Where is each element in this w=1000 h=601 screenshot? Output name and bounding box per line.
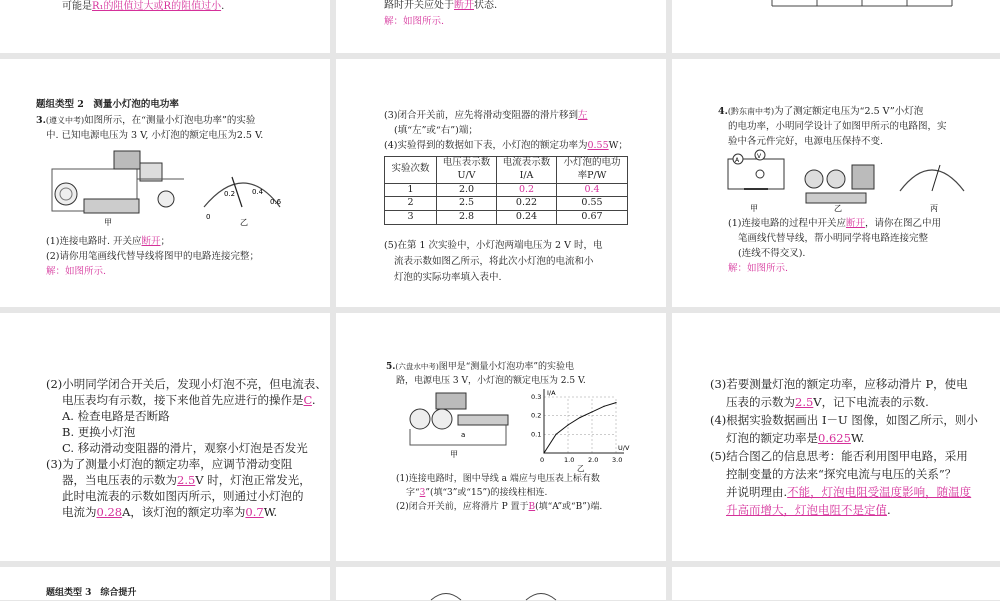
- svg-text:0.6: 0.6: [270, 198, 282, 206]
- x-tick-label: 2.0: [588, 456, 599, 464]
- part-3-line4: 电流为0.28A，该灯泡的额定功率为0.7W.: [62, 505, 278, 519]
- part-2-line1: (2)小明同学闭合开关后，发现小灯泡不亮，但电流表、: [46, 377, 327, 391]
- option-c: C. 移动滑动变阻器的滑片，观察小灯泡是否发光: [62, 441, 308, 455]
- answer-text: 升高而增大，灯泡电阻不是定值: [726, 503, 887, 517]
- table-header-cell: 电流表示数I/A: [497, 157, 557, 184]
- ammeter-dial: [204, 183, 280, 207]
- part-4: (4)实验得到的数据如下表，小灯泡的额定功率为0.55W；: [384, 140, 628, 151]
- part-4-line1: (4)根据实验数据画出 I－U 图像，如图乙所示，则小: [710, 413, 978, 427]
- svg-text:0.2: 0.2: [224, 190, 236, 198]
- cell-question-4: [672, 59, 1000, 307]
- cell-bottom-left: [0, 567, 330, 600]
- table-row: 1 2.0 0.2 0.4: [385, 183, 628, 197]
- cell-question-3: [0, 59, 330, 307]
- circuit-figure-4: [724, 151, 968, 215]
- cell-question-3-parts: [0, 313, 330, 561]
- table-header-row: [385, 157, 628, 184]
- part-1-line3: (连线不得交叉).: [738, 248, 806, 259]
- svg-text:0: 0: [206, 213, 211, 221]
- part-5-line2: 流表示数如图乙所示，将此次小灯泡的电流和小: [394, 256, 594, 267]
- part-1-line2: 笔画线代替导线，帮小明同学将电路连接完整: [738, 233, 929, 244]
- svg-text:0.4: 0.4: [252, 188, 264, 196]
- rheostat-icon: [84, 199, 139, 213]
- cell-question-5: [336, 313, 666, 561]
- answer-cell: 0.2: [497, 183, 557, 197]
- answer-text: 断开: [141, 236, 161, 247]
- part-2-line2: 电压表均有示数，接下来他首先应进行的操作是C.: [62, 393, 316, 407]
- part-3: (3)闭合开关前，应先将滑动变阻器的滑片移到左: [384, 110, 588, 121]
- meter-dials-fragment: [336, 567, 666, 600]
- answer-text: 3: [419, 488, 426, 498]
- svg-text:丙: 丙: [930, 204, 938, 213]
- svg-text:a: a: [461, 431, 466, 439]
- table-fragment: [672, 0, 1000, 20]
- data-point: [603, 406, 604, 407]
- answer-text: 0.625: [818, 431, 851, 445]
- data-point: [591, 411, 592, 412]
- part-5-line1: (5)在第 1 次实验中，小灯泡两端电压为 2 V 时，电: [384, 240, 603, 251]
- battery-icon: [114, 151, 140, 169]
- question-4-line1: 4.(黔东南中考)为了测定额定电压为“2.5 V”小灯泡: [718, 106, 924, 117]
- part-3-line1: (3)若要测量灯泡的额定功率，应移动滑片 P，使电: [710, 377, 968, 391]
- data-point: [615, 402, 616, 403]
- table-row: 3 2.8 0.24 0.67: [385, 211, 628, 225]
- part-1-line2: 字“3”(填“3”或“15”)的接线柱相连.: [406, 488, 548, 498]
- series-line: [544, 403, 616, 453]
- answer-text: 不能，灯泡电阻受温度影响，随温度: [787, 485, 972, 499]
- x-tick-label: 0: [540, 456, 545, 464]
- question-number: 3.: [36, 115, 46, 126]
- cell-row0-right: [672, 0, 1000, 53]
- part-5-line2: 控制变量的方法来“探究电流与电压的关系”？: [726, 467, 957, 481]
- meter-icon: [55, 183, 77, 205]
- question-4-line3: 验中各元件完好，电源电压保持不变.: [728, 136, 884, 147]
- data-point: [579, 417, 580, 418]
- cell-bottom-right: [672, 567, 1000, 600]
- svg-text:A: A: [735, 157, 740, 164]
- cell-bottom-mid: [336, 567, 666, 600]
- answer-text: B: [528, 502, 536, 512]
- svg-text:甲: 甲: [450, 450, 458, 459]
- part-3-line2: 压表的示数为2.5V，记下电流表的示数.: [726, 395, 929, 409]
- circuit-figure-5: [406, 389, 510, 459]
- y-tick-label: 0.2: [531, 411, 542, 420]
- answer-cell: 0.4: [557, 183, 628, 197]
- answer-note: 解：如图所示.: [384, 16, 445, 27]
- question-5-line1: 5.(六盘水中考)图甲是“测量小灯泡功率”的实验电: [386, 362, 574, 372]
- part-5-line3: 灯泡的实际功率填入表中.: [394, 272, 502, 283]
- answer-text: C: [303, 393, 312, 407]
- answer-note: 解：如图所示.: [728, 263, 789, 274]
- answer-text: 断开: [454, 0, 474, 11]
- answer-text: 0.28: [96, 505, 123, 519]
- cell-question-5-parts: [672, 313, 1000, 561]
- cell-question-3-cont: [336, 59, 666, 307]
- y-tick-label: 0.1: [531, 430, 542, 439]
- part-1-line1: (1)连接电路时，图中导线 a 端应与电压表上标有数: [396, 474, 600, 484]
- table-header-cell: 小灯泡的电功率P/W: [557, 157, 628, 184]
- part-5-line3: 并说明理由.不能，灯泡电阻受温度影响，随温度: [726, 485, 972, 499]
- section-heading: 题组类型 3 综合提升: [46, 588, 137, 598]
- table-row: 2 2.5 0.22 0.55: [385, 197, 628, 211]
- iu-graph: [516, 387, 636, 473]
- data-point: [555, 434, 556, 435]
- data-table: [384, 156, 628, 225]
- table-header-cell: 实验次数: [385, 157, 437, 184]
- svg-text:乙: 乙: [834, 204, 842, 213]
- bulb-icon: [158, 191, 174, 207]
- part-4-line2: 灯泡的额定功率是0.625W.: [726, 431, 865, 445]
- question-text: 如图所示，在“测量小灯泡电功率”的实验: [84, 115, 256, 126]
- question-4-line2: 的电功率，小明同学设计了如图甲所示的电路图，实: [728, 121, 947, 132]
- part-3-line2: (填“左”或“右”)端；: [394, 125, 478, 136]
- figure-label-yi: 乙: [577, 464, 585, 473]
- data-point: [543, 452, 544, 453]
- answer-text: 0.7: [245, 505, 264, 519]
- part-2: (2)闭合开关前，应将滑片 P 置于B(填“A”或“B”)端.: [396, 502, 603, 512]
- part-5-line1: (5)结合图乙的信息思考：能否利用图甲电路，采用: [710, 449, 968, 463]
- answer-text: 左: [577, 110, 588, 121]
- part-3-line3: 此时电流表的示数如图丙所示，则通过小灯泡的: [62, 489, 304, 503]
- row0-left-line: 可能是R₁的阻值过大或R的阻值过小.: [62, 1, 225, 12]
- question-source: (遵义中考): [45, 116, 85, 125]
- question-3-line1: [36, 114, 255, 129]
- x-tick-label: 1.0: [564, 456, 575, 464]
- part-1: (1)连接电路的过程中开关应断开，请你在图乙中用: [728, 218, 941, 229]
- answer-text: 2.5: [177, 473, 196, 487]
- part-3-line1: (3)为了测量小灯泡的额定功率，应调节滑动变阻: [46, 457, 293, 471]
- svg-text:V: V: [757, 153, 762, 160]
- x-tick-label: 3.0: [612, 456, 623, 464]
- switch-icon: [140, 163, 162, 181]
- x-axis-label: U/V: [618, 444, 630, 452]
- part-2: (2)请你用笔画线代替导线将图甲的电路连接完整；: [46, 251, 259, 262]
- answer-text: R₁的阻值过大或R的阻值过小: [92, 1, 222, 12]
- y-axis-label: I/A: [547, 389, 556, 397]
- question-3-line2: 中. 已知电源电压为 3 V, 小灯泡的额定电压为2.5 V.: [46, 130, 264, 141]
- figure-label-jia: 甲: [104, 218, 112, 227]
- section-heading: 题组类型 2 测量小灯泡的电功率: [36, 99, 179, 110]
- answer-note: 解：如图所示.: [46, 266, 107, 277]
- part-1: (1)连接电路时. 开关应断开；: [46, 236, 171, 247]
- option-a: A. 检查电路是否断路: [62, 409, 170, 423]
- answer-text: 2.5: [795, 395, 814, 409]
- part-3-line2: 器，当电压表的示数为2.5V 时，灯泡正常发光，: [62, 473, 311, 487]
- part-5-line4: 升高而增大，灯泡电阻不是定值.: [726, 503, 891, 517]
- figure-label-yi: 乙: [240, 218, 248, 227]
- question-5-line2: 路，电源电压 3 V，小灯泡的额定电压为 2.5 V.: [396, 376, 586, 386]
- cell-row0-mid: [336, 0, 666, 53]
- circuit-figure-3: [44, 149, 284, 227]
- option-b: B. 更换小灯泡: [62, 425, 136, 439]
- answer-text: 0.55: [587, 140, 609, 151]
- row0-mid-line: 路时开关应处于断开状态.: [384, 0, 498, 11]
- table-header-cell: 电压表示数U/V: [437, 157, 497, 184]
- data-point: [567, 424, 568, 425]
- y-tick-label: 0.3: [531, 393, 542, 401]
- svg-text:甲: 甲: [750, 204, 758, 213]
- answer-text: 断开: [845, 218, 865, 229]
